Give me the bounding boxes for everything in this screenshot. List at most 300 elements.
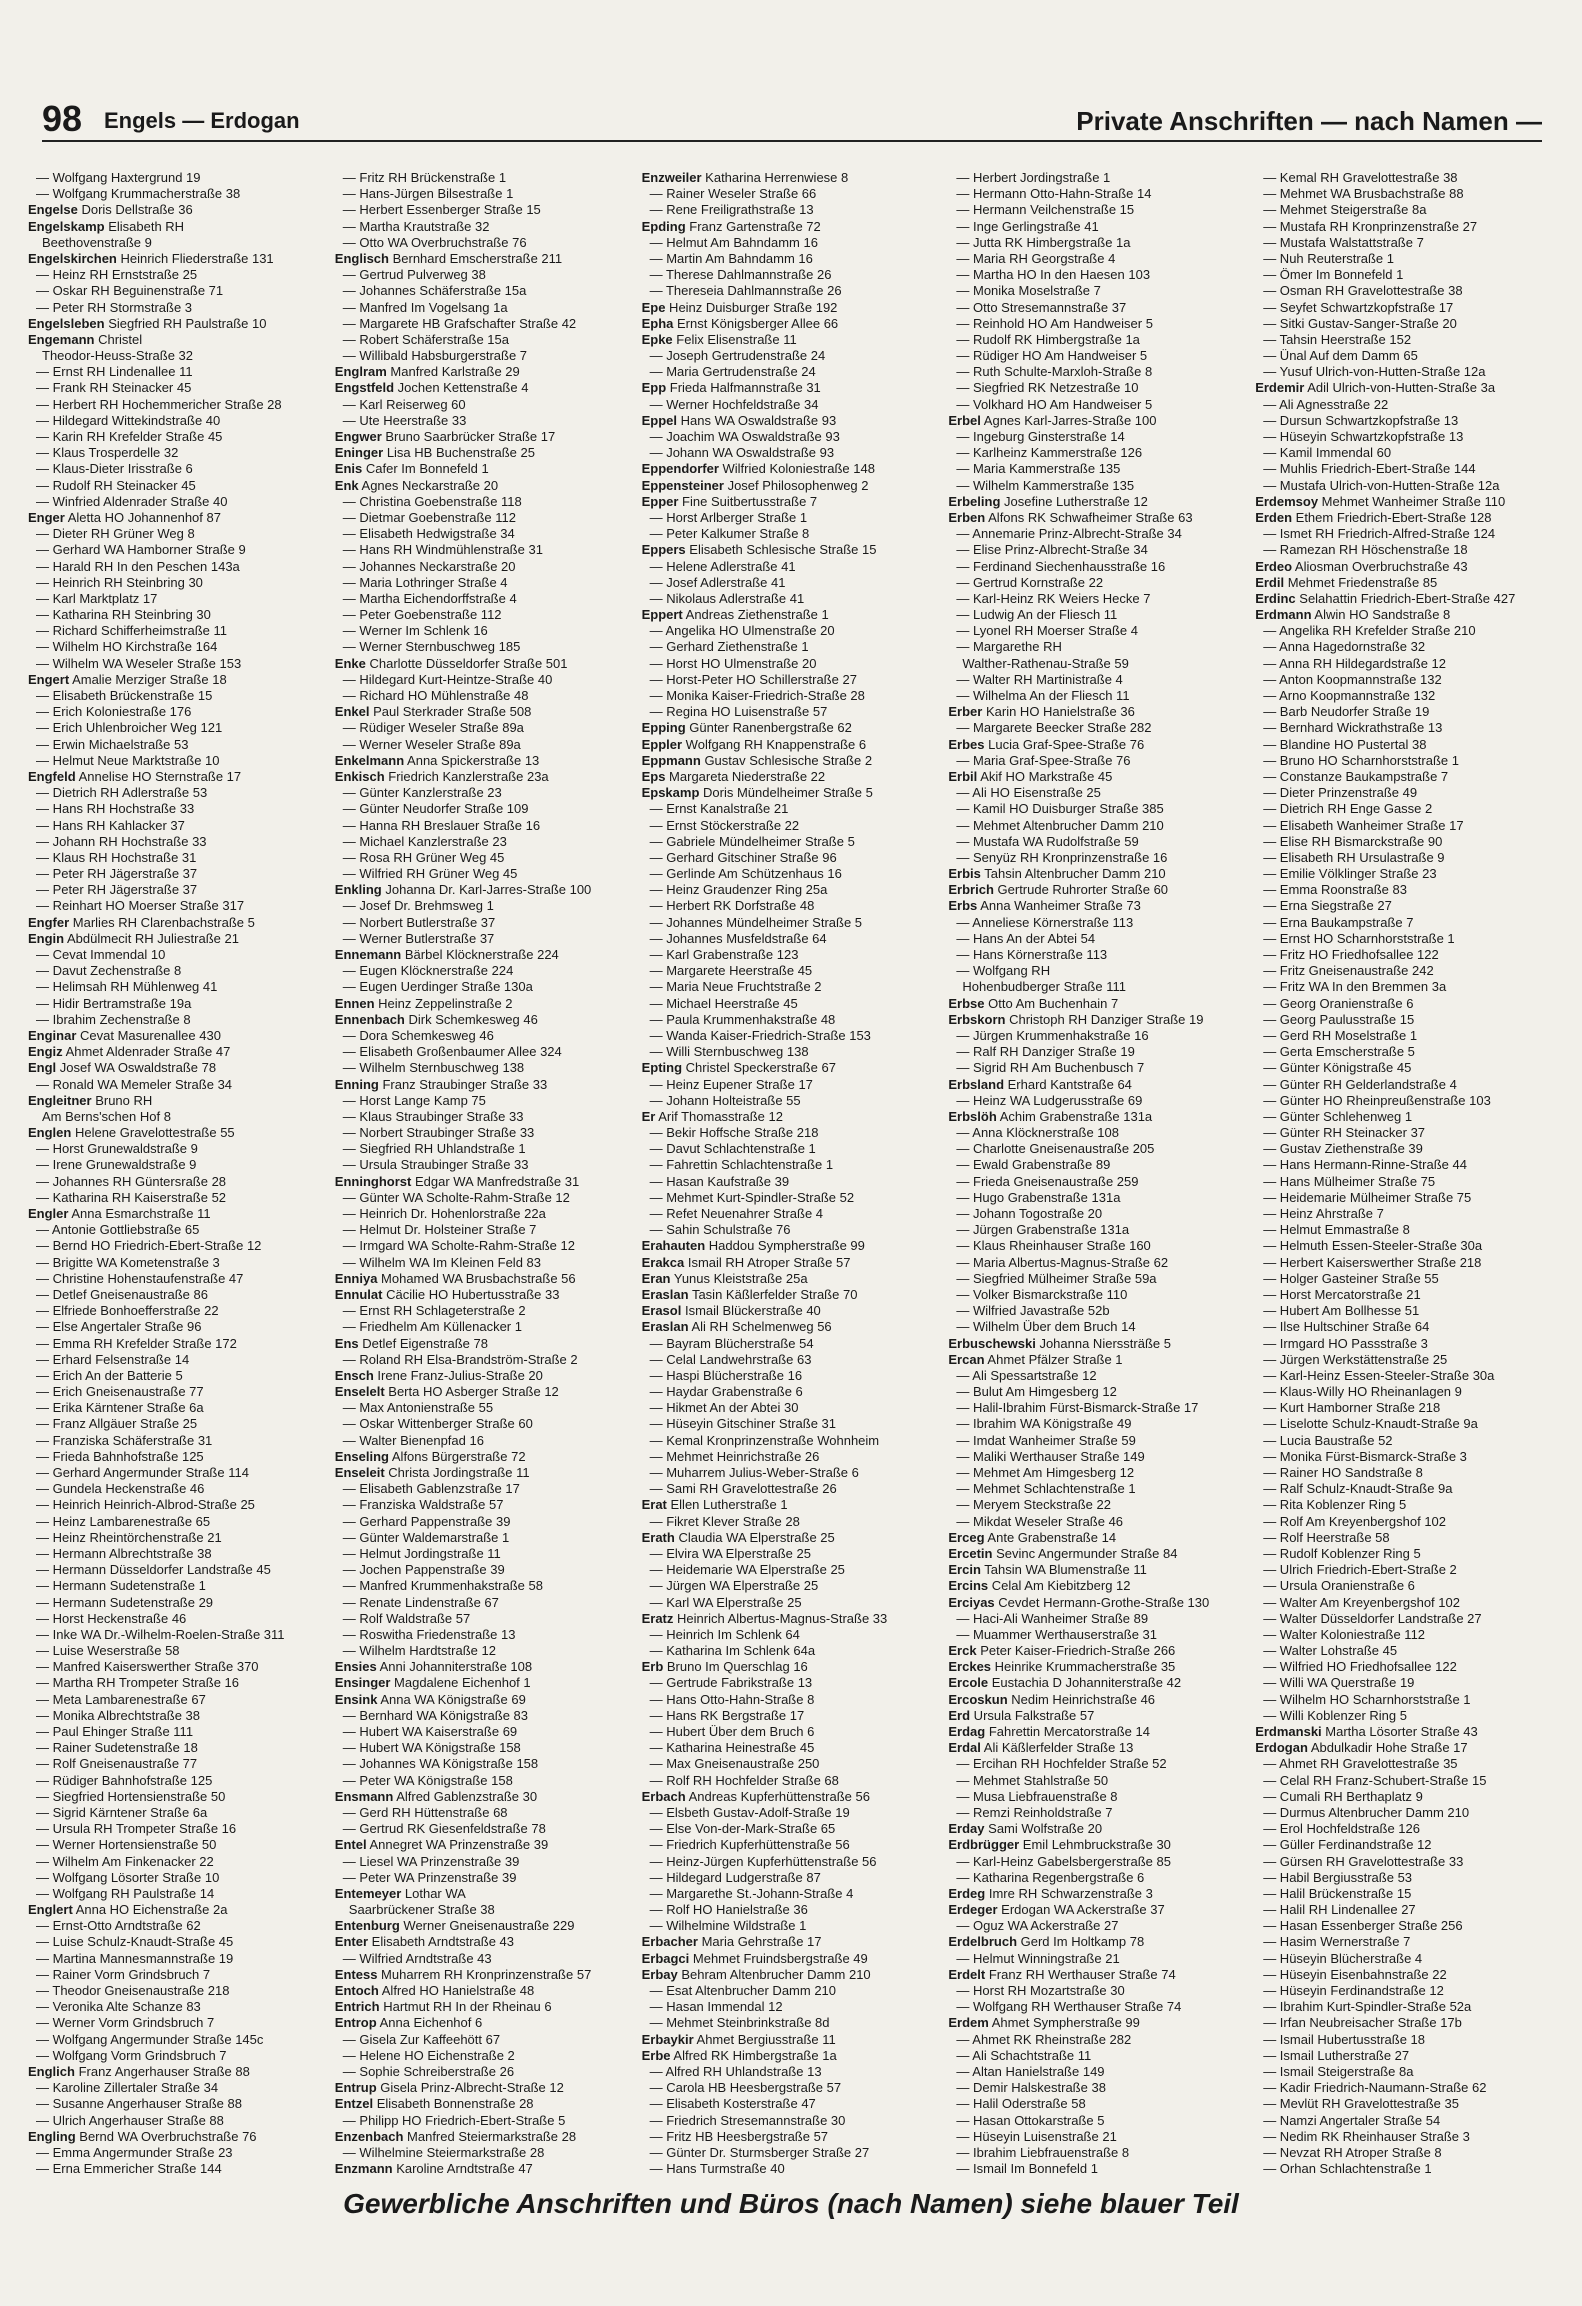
directory-entry: — Wilhelmine Steiermarkstraße 28 xyxy=(342,2144,545,2160)
directory-entry: — Joachim WA Oswaldstraße 93 xyxy=(649,429,840,444)
directory-entry: — Hans-Jürgen Bilsestraße 1 xyxy=(342,186,514,202)
directory-entry: — Yusuf Ulrich-von-Hutten-Straße 12a xyxy=(1263,364,1486,380)
directory-entry: — Brigitte WA Kometenstraße 3 xyxy=(36,1254,220,1270)
directory-entry: — Dietrich RH Enge Gasse 2 xyxy=(1263,801,1433,817)
directory-entry: — Cumali RH Berthaplatz 9 xyxy=(1263,1788,1423,1804)
directory-entry: — Ralf RH Danziger Straße 19 xyxy=(956,1044,1135,1060)
directory-entry: Entess Muharrem RH Kronprinzenstraße 57 xyxy=(334,1966,592,1982)
directory-entry: — Hasan Ottokarstraße 5 xyxy=(956,2112,1105,2128)
surname: Engelse xyxy=(28,202,78,218)
directory-entry: — Wolfgang RH Paulstraße 14 xyxy=(36,1885,215,1901)
directory-entry: — Hildegard Ludgerstraße 87 xyxy=(649,1869,821,1885)
directory-entry: — Hermann Albrechtstraße 38 xyxy=(36,1545,212,1561)
directory-entry: — Ferdinand Siechenhausstraße 16 xyxy=(956,558,1166,574)
directory-entry: — Günter Kanzlerstraße 23 xyxy=(342,785,502,801)
directory-entry: — Irmgard HO Passstraße 3 xyxy=(1263,1335,1428,1351)
directory-entry: Epskamp Doris Mündelheimer Straße 5 xyxy=(641,785,873,801)
surname: Eraslan xyxy=(641,1286,689,1302)
surname: Engwer xyxy=(334,429,382,444)
directory-entry: — Karl Grabenstraße 123 xyxy=(649,947,799,962)
directory-entry: — Monika Albrechtstraße 38 xyxy=(36,1707,201,1723)
surname: Erdemir xyxy=(1255,380,1305,396)
directory-entry: — Fritz HO Friedhofsallee 122 xyxy=(1263,947,1439,962)
directory-entry: Engfer Marlies RH Clarenbachstraße 5 xyxy=(28,914,255,930)
directory-entry: — Maria Kammerstraße 135 xyxy=(956,461,1121,477)
directory-entry: — Anna Klöcknerstraße 108 xyxy=(956,1125,1119,1141)
directory-entry: — Christina Goebenstraße 118 xyxy=(342,493,522,509)
surname: Erbs xyxy=(948,898,978,914)
directory-entry: — Gerhard Angermunder Straße 114 xyxy=(36,1465,249,1480)
directory-entry: Enger Aletta HO Johannenhof 87 xyxy=(28,509,221,525)
directory-entry: — Musa Liebfrauenstraße 8 xyxy=(956,1788,1118,1804)
surname: Epp xyxy=(641,380,667,396)
directory-entry: Eppendorfer Wilfried Koloniestraße 148 xyxy=(641,461,875,477)
directory-entry: — Wilfried HO Friedhofsallee 122 xyxy=(1263,1659,1457,1675)
directory-entry: — Hüseyin Luisenstraße 21 xyxy=(956,2128,1117,2144)
directory-entry: — Veronika Alte Schanze 83 xyxy=(36,1999,201,2015)
directory-entry: — Roswitha Friedenstraße 13 xyxy=(342,1626,516,1642)
directory-entry: — Paula Krummenhakstraße 48 xyxy=(649,1011,836,1027)
directory-entry: — Gertrud Kornstraße 22 xyxy=(956,574,1104,590)
directory-entry: — Michael Heerstraße 45 xyxy=(649,995,798,1011)
directory-entry: — Jürgen Krummenhakstraße 16 xyxy=(956,1027,1149,1043)
directory-entry: Entrich Hartmut RH In der Rheinau 6 xyxy=(334,1999,552,2015)
directory-entry: — Emma Roonstraße 83 xyxy=(1263,882,1407,898)
surname: Ercetin xyxy=(948,1545,993,1561)
directory-entry: — Wolfgang RH Werthauser Straße 74 xyxy=(956,1999,1182,2015)
surname: Ensmann xyxy=(334,1788,394,1804)
directory-entry: — Emma RH Krefelder Straße 172 xyxy=(36,1335,237,1351)
directory-entry: — Wilhelm Sternbuschweg 138 xyxy=(342,1060,525,1076)
directory-entry: — Gerhard Pappenstraße 39 xyxy=(342,1513,511,1529)
directory-entry: — Ernst RH Schlageterstraße 2 xyxy=(342,1303,526,1319)
directory-entry: — Paul Ehinger Straße 111 xyxy=(36,1724,194,1739)
directory-entry: Enk Agnes Neckarstraße 20 xyxy=(334,477,499,493)
directory-entry: — Frank RH Steinacker 45 xyxy=(36,380,192,396)
directory-entry: — Wolfgang Angermunder Straße 145c xyxy=(36,2031,264,2047)
directory-entry: Eppler Wolfgang RH Knappenstraße 6 xyxy=(641,736,867,752)
directory-entry: — Heinz Lambarenestraße 65 xyxy=(36,1513,211,1529)
directory-entry: — Senyüz RH Kronprinzenstraße 16 xyxy=(956,849,1168,865)
surname: Eppendorfer xyxy=(641,461,719,477)
directory-entry: — Hermann Sudetenstraße 1 xyxy=(36,1578,206,1594)
surname: Enkel xyxy=(334,704,370,720)
directory-entry: — Bayram Blücherstraße 54 xyxy=(649,1335,814,1351)
directory-entry: — Wolfgang Haxtergrund 19 xyxy=(36,170,201,185)
surname: Englisch xyxy=(334,250,389,266)
directory-entry: — Hans RH Kahlacker 37 xyxy=(36,817,185,833)
directory-entry: — Herbert Kaiserswerther Straße 218 xyxy=(1263,1254,1482,1270)
directory-entry: — Heinz WA Ludgerusstraße 69 xyxy=(956,1092,1143,1108)
directory-entry: — Liesel WA Prinzenstraße 39 xyxy=(342,1853,520,1869)
directory-entry: — Mustafa RH Kronprinzenstraße 27 xyxy=(1263,218,1478,234)
directory-entry: Ercins Celal Am Kiebitzberg 12 xyxy=(948,1578,1131,1594)
directory-entry: — Werner Weseler Straße 89a xyxy=(342,736,521,752)
directory-entry: — Rainer Sudetenstraße 18 xyxy=(36,1740,198,1756)
directory-entry: — Hidir Bertramstraße 19a xyxy=(36,995,192,1011)
surname: Erdelbruch xyxy=(948,1934,1018,1950)
directory-entry: Engelskirchen Heinrich Fliederstraße 131 xyxy=(28,250,274,266)
surname: Erdogan xyxy=(1255,1740,1308,1756)
directory-entry: — Anton Koopmannstraße 132 xyxy=(1263,671,1442,687)
directory-entry: — Willi Koblenzer Ring 5 xyxy=(1263,1707,1407,1723)
surname: Engstfeld xyxy=(334,380,395,396)
directory-entry: — Arno Koopmannstraße 132 xyxy=(1263,688,1436,703)
directory-entry: — Peter RH Stormstraße 3 xyxy=(36,299,193,315)
directory-entry: — Oskar RH Beguinenstraße 71 xyxy=(36,283,224,299)
directory-entry: — Maria Albertus-Magnus-Straße 62 xyxy=(956,1254,1169,1270)
directory-entry: — Wilhelm Hardtstraße 12 xyxy=(342,1643,496,1659)
directory-entry: — Herbert RK Dorfstraße 48 xyxy=(649,898,815,914)
directory-entry: — Franziska Schäferstraße 31 xyxy=(36,1432,213,1448)
directory-entry: — Helmuth Essen-Steeler-Straße 30a xyxy=(1263,1238,1483,1254)
directory-entry: — Ünal Auf dem Damm 65 xyxy=(1263,348,1418,364)
directory-entry: — Margarete Beecker Straße 282 xyxy=(956,720,1152,736)
directory-entry: Engert Amalie Merziger Straße 18 xyxy=(28,671,227,687)
surname: Epting xyxy=(641,1060,683,1076)
directory-entry: — Werner Hochfeldstraße 34 xyxy=(649,396,819,412)
directory-entry: — Friedhelm Am Küllenacker 1 xyxy=(342,1319,522,1335)
directory-entry: — Erich Gneisenaustraße 77 xyxy=(36,1384,204,1400)
directory-entry: — Hüseyin Eisenbahnstraße 22 xyxy=(1263,1966,1447,1982)
directory-entry: Erber Karin HO Hanielstraße 36 xyxy=(948,704,1135,720)
directory-entry: — Hasim Wernerstraße 7 xyxy=(1263,1934,1411,1950)
surname: Ens xyxy=(334,1335,359,1351)
directory-entry: Enzenbach Manfred Steiermarkstraße 28 xyxy=(334,2128,577,2144)
directory-entry: Engfeld Annelise HO Sternstraße 17 xyxy=(28,768,242,784)
directory-entry: Entrup Gisela Prinz-Albrecht-Straße 12 xyxy=(334,2080,564,2096)
directory-entry: — Günter HO Rheinpreußenstraße 103 xyxy=(1263,1092,1491,1108)
directory-entry: — Tahsin Heerstraße 152 xyxy=(1263,331,1412,347)
directory-entry: — Elisabeth Gablenzstraße 17 xyxy=(342,1481,520,1497)
directory-entry: — Thereseia Dahlmannstraße 26 xyxy=(649,283,842,299)
directory-entry: — Wilhelm Über dem Bruch 14 xyxy=(956,1319,1136,1335)
directory-entry: — Horst Grunewaldstraße 9 xyxy=(36,1141,198,1157)
directory-entry: — Roland RH Elsa-Brandström-Straße 2 xyxy=(342,1351,578,1367)
directory-entry: — Günter Dr. Sturmsberger Straße 27 xyxy=(649,2144,870,2160)
directory-entry: Entemeyer Lothar WA xyxy=(334,1885,466,1901)
directory-entry: — Katharina Im Schlenk 64a xyxy=(649,1643,816,1659)
directory-entry: Engling Bernd WA Overbruchstraße 76 xyxy=(28,2128,257,2144)
directory-entry: Ercan Ahmet Pfälzer Straße 1 xyxy=(948,1351,1123,1367)
directory-entry: Eran Yunus Kleiststraße 25a xyxy=(641,1270,808,1286)
directory-entry: — Karl Reiserweg 60 xyxy=(342,396,466,412)
directory-entry: Eninger Lisa HB Buchenstraße 25 xyxy=(334,445,535,461)
surname: Erdil xyxy=(1255,574,1285,590)
directory-entry: — Gundela Heckenstraße 46 xyxy=(36,1481,205,1497)
directory-entry: Epe Heinz Duisburger Straße 192 xyxy=(641,299,838,315)
directory-entry: Eppers Elisabeth Schlesische Straße 15 xyxy=(641,542,877,558)
surname: Epke xyxy=(641,331,673,347)
surname: Erdmanski xyxy=(1255,1724,1322,1739)
surname: Erdeg xyxy=(948,1885,986,1901)
surname: Erbaykir xyxy=(641,2031,694,2047)
directory-entry: — Ramezan RH Höschenstraße 18 xyxy=(1263,542,1468,558)
directory-entry: — Volkhard HO Am Handweiser 5 xyxy=(956,396,1153,412)
surname: Erat xyxy=(641,1497,667,1513)
directory-entry: — Fikret Klever Straße 28 xyxy=(649,1513,800,1529)
directory-entry: — Rolf Am Kreyenbergshof 102 xyxy=(1263,1513,1447,1529)
directory-entry: — Ralf Schulz-Knaudt-Straße 9a xyxy=(1263,1481,1453,1497)
directory-entry: — Erwin Michaelstraße 53 xyxy=(36,736,189,752)
directory-entry: Epping Günter Ranenbergstraße 62 xyxy=(641,720,852,736)
directory-entry: — Wilhelm Kammerstraße 135 xyxy=(956,477,1135,493)
surname: Englich xyxy=(28,2063,75,2079)
surname: Enkelmann xyxy=(334,752,405,768)
directory-entry: — Wilhelm HO Kirchstraße 164 xyxy=(36,639,218,655)
directory-entry: — Katharina RH Kaiserstraße 52 xyxy=(36,1189,227,1205)
directory-entry: — Willi Sternbuschweg 138 xyxy=(649,1044,809,1060)
directory-entry: — Ahmet RH Gravelottestraße 35 xyxy=(1263,1756,1458,1772)
directory-entry: Enkling Johanna Dr. Karl-Jarres-Straße 100 xyxy=(334,882,592,898)
surname: Engelskamp xyxy=(28,218,105,234)
directory-entry: — Rita Koblenzer Ring 5 xyxy=(1263,1497,1407,1513)
surname: Eran xyxy=(641,1270,671,1286)
directory-entry: Erdeger Erdogan WA Ackerstraße 37 xyxy=(948,1902,1165,1918)
directory-entry: — Otto WA Overbruchstraße 76 xyxy=(342,234,527,250)
directory-entry: Erbaykir Ahmet Bergiusstraße 11 xyxy=(641,2031,836,2047)
directory-entry: — Martina Mannesmannstraße 19 xyxy=(36,1950,234,1966)
directory-entry: Erd Ursula Falkstraße 57 xyxy=(948,1707,1095,1723)
surname: Englen xyxy=(28,1125,72,1141)
directory-entry: — Michael Kanzlerstraße 23 xyxy=(342,833,507,849)
surname: Engler xyxy=(28,1206,69,1221)
surname: Erbskorn xyxy=(948,1011,1006,1027)
directory-entry: — Sophie Schreiberstraße 26 xyxy=(342,2063,515,2079)
directory-entry: — Anneliese Körnerstraße 113 xyxy=(956,914,1134,930)
directory-entry: — Mustafa Ulrich-von-Hutten-Straße 12a xyxy=(1263,477,1500,493)
directory-entry: — Peter Kalkumer Straße 8 xyxy=(649,526,810,542)
directory-entry: — Namzi Angertaler Straße 54 xyxy=(1263,2112,1441,2128)
directory-entry: — Manfred Kaiserswerther Straße 370 xyxy=(36,1659,259,1675)
directory-entry: — Günter WA Scholte-Rahm-Straße 12 xyxy=(342,1189,570,1205)
directory-entry: — Winfried Aldenrader Straße 40 xyxy=(36,493,228,509)
directory-entry: — Johannes RH Güntersraße 28 xyxy=(36,1173,227,1189)
directory-entry: — Johannes Schäferstraße 15a xyxy=(342,283,527,299)
directory-entry: Epding Franz Gartenstraße 72 xyxy=(641,218,821,234)
surname: Engleitner xyxy=(28,1092,92,1108)
directory-entry: — Halil Oderstraße 58 xyxy=(956,2096,1086,2112)
directory-entry: — Günter RH Steinacker 37 xyxy=(1263,1125,1426,1141)
surname: Entenburg xyxy=(334,1918,400,1934)
directory-entry: — Orhan Schlachtenstraße 1 xyxy=(1263,2161,1432,2177)
directory-entry: Entoch Alfred HO Hanielstraße 48 xyxy=(334,1983,535,1998)
directory-entry: — Hüseyin Ferdinandstraße 12 xyxy=(1263,1983,1444,1998)
surname: Er xyxy=(641,1108,656,1124)
directory-entry: Enning Franz Straubinger Straße 33 xyxy=(334,1076,548,1092)
surname: Enniya xyxy=(334,1270,378,1286)
directory-entry: Erck Peter Kaiser-Friedrich-Straße 266 xyxy=(948,1643,1176,1659)
directory-entry: — Nuh Reuterstraße 1 xyxy=(1263,250,1394,266)
directory-entry: — Ernst Stöckerstraße 22 xyxy=(649,817,800,833)
directory-entry: Eraslan Ali RH Schelmenweg 56 xyxy=(641,1319,832,1335)
directory-entry: — Erich Uhlenbroicher Weg 121 xyxy=(36,720,223,736)
directory-entry: Ercetin Sevinc Angermunder Straße 84 xyxy=(948,1545,1178,1561)
directory-entry: Hohenbudberger Straße 111 xyxy=(962,979,1126,995)
directory-entry: Eppmann Gustav Schlesische Straße 2 xyxy=(641,752,873,768)
directory-entry: — Halil RH Lindenallee 27 xyxy=(1263,1902,1416,1918)
directory-entry: Enseling Alfons Bürgerstraße 72 xyxy=(334,1448,526,1464)
directory-entry: — Irfan Neubreisacher Straße 17b xyxy=(1263,2015,1462,2031)
directory-entry: Engiz Ahmet Aldenrader Straße 47 xyxy=(28,1044,231,1060)
directory-entry: — Max Antonienstraße 55 xyxy=(342,1400,494,1416)
directory-entry: — Esat Altenbrucher Damm 210 xyxy=(649,1983,837,1998)
directory-entry: — Ursula RH Trompeter Straße 16 xyxy=(36,1821,237,1837)
directory-entry: Enseleit Christa Jordingstraße 11 xyxy=(334,1465,530,1480)
surname: Entrup xyxy=(334,2080,377,2096)
directory-entry: — Bulut Am Himgesberg 12 xyxy=(956,1384,1117,1400)
directory-entry: — Karl WA Elperstraße 25 xyxy=(649,1594,802,1610)
directory-entry: — Walter Bienenpfad 16 xyxy=(342,1432,484,1448)
directory-entry: — Klaus RH Hochstraße 31 xyxy=(36,849,197,865)
directory-entry: — Halil-Ibrahim Fürst-Bismarck-Straße 17 xyxy=(956,1400,1199,1416)
directory-entry: — Emma Angermunder Straße 23 xyxy=(36,2144,233,2160)
directory-entry: — Werner Vorm Grindsbruch 7 xyxy=(36,2015,215,2031)
surname: Eps xyxy=(641,768,666,784)
surname: Engling xyxy=(28,2128,76,2144)
directory-entry: — Klaus Rheinhauser Straße 160 xyxy=(956,1238,1151,1254)
directory-entry: — Erna Baukampstraße 7 xyxy=(1263,914,1414,930)
directory-entry: Engleitner Bruno RH xyxy=(28,1092,153,1108)
directory-entry: Ensch Irene Franz-Julius-Straße 20 xyxy=(334,1367,543,1383)
directory-entry: — Mehmet Heinrichstraße 26 xyxy=(649,1448,820,1464)
directory-entry: — Hans RK Bergstraße 17 xyxy=(649,1707,805,1723)
directory-entry: — Halil Brückenstraße 15 xyxy=(1263,1885,1412,1901)
directory-entry: — Horst Mercatorstraße 21 xyxy=(1263,1286,1421,1302)
directory-entry: — Jutta RK Himbergstraße 1a xyxy=(956,234,1131,250)
surname: Enzmann xyxy=(334,2161,393,2177)
directory-entry: — Oskar Wittenberger Straße 60 xyxy=(342,1416,533,1432)
directory-entry: — Horst Lange Kamp 75 xyxy=(342,1092,486,1108)
surname: Erasol xyxy=(641,1303,682,1319)
directory-entry: — Gerd RH Moselstraße 1 xyxy=(1263,1027,1418,1043)
directory-entry: — Ali HO Eisenstraße 25 xyxy=(956,785,1101,801)
directory-entry: — Rüdiger Weseler Straße 89a xyxy=(342,720,524,736)
directory-entry: — Rene Freiligrathstraße 13 xyxy=(649,202,814,218)
directory-entry: — Helmut Jordingstraße 11 xyxy=(342,1545,501,1561)
directory-entry: — Mevlüt RH Gravelottestraße 35 xyxy=(1263,2096,1459,2112)
directory-entry: Epper Fine Suitbertusstraße 7 xyxy=(641,493,818,509)
directory-entry: — Gürsen RH Gravelottestraße 33 xyxy=(1263,1853,1464,1869)
directory-entry: Ercole Eustachia D Johanniterstraße 42 xyxy=(948,1675,1182,1691)
directory-entry: — Mehmet Steigerstraße 8a xyxy=(1263,202,1427,218)
name-range: Engels — Erdogan xyxy=(104,108,300,133)
surname: Erben xyxy=(948,509,986,525)
directory-entry: — Ewald Grabenstraße 89 xyxy=(956,1157,1111,1173)
directory-entry: Erbsland Erhard Kantstraße 64 xyxy=(948,1076,1132,1092)
directory-entry: — Helene Adlerstraße 41 xyxy=(649,558,796,574)
surname: Ensink xyxy=(334,1691,378,1707)
surname: Epe xyxy=(641,299,666,315)
directory-entry: — Monika Fürst-Bismarck-Straße 3 xyxy=(1263,1448,1467,1464)
directory-entry: — Else Von-der-Mark-Straße 65 xyxy=(649,1821,836,1837)
directory-entry: Ensinger Magdalene Eichenhof 1 xyxy=(334,1675,531,1691)
directory-entry: — Gerta Emscherstraße 5 xyxy=(1263,1044,1415,1060)
directory-entry: — Maria Gertrudenstraße 24 xyxy=(649,364,816,380)
surname: Entemeyer xyxy=(334,1885,402,1901)
directory-entry: — Barb Neudorfer Straße 19 xyxy=(1263,704,1430,720)
directory-entry: — Günter Neudorfer Straße 109 xyxy=(342,801,529,817)
directory-entry: — Fritz Gneisenaustraße 242 xyxy=(1263,963,1434,979)
page-number: 98 xyxy=(42,98,83,139)
surname: Engemann xyxy=(28,331,95,347)
surname: Ennenbach xyxy=(334,1011,405,1027)
surname: Eppert xyxy=(641,607,683,623)
surname: Enkling xyxy=(334,882,382,898)
directory-entry: — Lyonel RH Moerser Straße 4 xyxy=(956,623,1138,639)
surname: Erbach xyxy=(641,1788,686,1804)
directory-entry: — Klaus Straubinger Straße 33 xyxy=(342,1108,524,1124)
directory-entry: — Ulrich Friedrich-Ebert-Straße 2 xyxy=(1263,1562,1457,1578)
directory-entry: Ens Detlef Eigenstraße 78 xyxy=(334,1335,488,1351)
directory-entry: — Wilhelm Am Finkenacker 22 xyxy=(36,1853,214,1869)
directory-entry: — Walter Lohstraße 45 xyxy=(1263,1643,1398,1659)
directory-column-5 xyxy=(1255,170,1548,2177)
directory-entry: Eraslan Tasin Käßlerfelder Straße 70 xyxy=(641,1286,858,1302)
directory-entry: — Mehmet Kurt-Spindler-Straße 52 xyxy=(649,1189,855,1205)
directory-entry: Englich Franz Angerhauser Straße 88 xyxy=(28,2063,250,2079)
directory-entry: — Wanda Kaiser-Friedrich-Straße 153 xyxy=(649,1027,871,1043)
directory-entry: — Constanze Baukampstraße 7 xyxy=(1263,768,1449,784)
surname: Erbuschewski xyxy=(948,1335,1036,1351)
directory-entry: — Johann RH Hochstraße 33 xyxy=(36,833,207,849)
directory-entry: — Hildegard Kurt-Heintze-Straße 40 xyxy=(342,671,553,687)
directory-entry: — Heinrich Im Schlenk 64 xyxy=(649,1626,800,1642)
surname: Entel xyxy=(334,1837,367,1853)
directory-entry: — Cevat Immendal 10 xyxy=(36,947,166,962)
directory-entry: — Angelika HO Ulmenstraße 20 xyxy=(649,623,835,639)
surname: Englert xyxy=(28,1902,73,1918)
directory-entry: — Elisabeth Großenbaumer Allee 324 xyxy=(342,1044,562,1060)
surname: Eppensteiner xyxy=(641,477,724,493)
directory-entry: — Maria Graf-Spee-Straße 76 xyxy=(956,752,1131,768)
surname: Epskamp xyxy=(641,785,700,801)
directory-entry: — Dietrich RH Adlerstraße 53 xyxy=(36,785,208,801)
directory-entry: — Ömer Im Bonnefeld 1 xyxy=(1263,267,1404,283)
directory-entry: — Robert Schäferstraße 15a xyxy=(342,331,509,347)
directory-entry: — Karlheinz Kammerstraße 126 xyxy=(956,445,1143,461)
directory-entry: — Ismail Hubertusstraße 18 xyxy=(1263,2031,1426,2047)
directory-entry: — Jürgen WA Elperstraße 25 xyxy=(649,1578,819,1594)
directory-columns xyxy=(28,170,1548,2177)
directory-entry: — Hüseyin Blücherstraße 4 xyxy=(1263,1950,1423,1966)
directory-entry: Erdelt Franz RH Werthauser Straße 74 xyxy=(948,1966,1176,1982)
directory-entry: — Manfred Krummenhakstraße 58 xyxy=(342,1578,543,1594)
directory-entry: Erben Alfons RK Schwafheimer Straße 63 xyxy=(948,509,1193,525)
directory-entry: — Heinz Graudenzer Ring 25a xyxy=(649,882,828,898)
directory-entry: — Alfred RH Uhlandstraße 13 xyxy=(649,2063,822,2079)
directory-entry: — Monika Kaiser-Friedrich-Straße 28 xyxy=(649,688,865,703)
surname: Engelskirchen xyxy=(28,250,117,266)
directory-entry: — Helmut Neue Marktstraße 10 xyxy=(36,752,220,768)
directory-entry: — Ingeburg Ginsterstraße 14 xyxy=(956,429,1125,444)
surname: Erath xyxy=(641,1529,675,1545)
directory-entry: — Wilfried Javastraße 52b xyxy=(956,1303,1110,1319)
directory-entry: Er Arif Thomasstraße 12 xyxy=(641,1108,783,1124)
directory-entry: — Hubert WA Königstraße 158 xyxy=(342,1740,521,1756)
directory-entry: Ennemann Bärbel Klöcknerstraße 224 xyxy=(334,947,559,962)
directory-entry: — Wilhelm WA Weseler Straße 153 xyxy=(36,655,242,671)
directory-entry: Erdelbruch Gerd Im Holtkamp 78 xyxy=(948,1934,1145,1950)
surname: Eppel xyxy=(641,412,677,428)
directory-entry: Erdemsoy Mehmet Wanheimer Straße 110 xyxy=(1255,493,1506,509)
directory-entry: — Antonie Gottliebstraße 65 xyxy=(36,1222,200,1238)
directory-entry: — Rudolf RK Himbergstraße 1a xyxy=(956,331,1140,347)
directory-entry: — Volker Bismarckstraße 110 xyxy=(956,1286,1128,1302)
directory-entry: Erasol Ismail Blückerstraße 40 xyxy=(641,1303,821,1319)
directory-entry: — Erhard Felsenstraße 14 xyxy=(36,1351,190,1367)
directory-entry: — Ursula Oranienstraße 6 xyxy=(1263,1578,1415,1594)
